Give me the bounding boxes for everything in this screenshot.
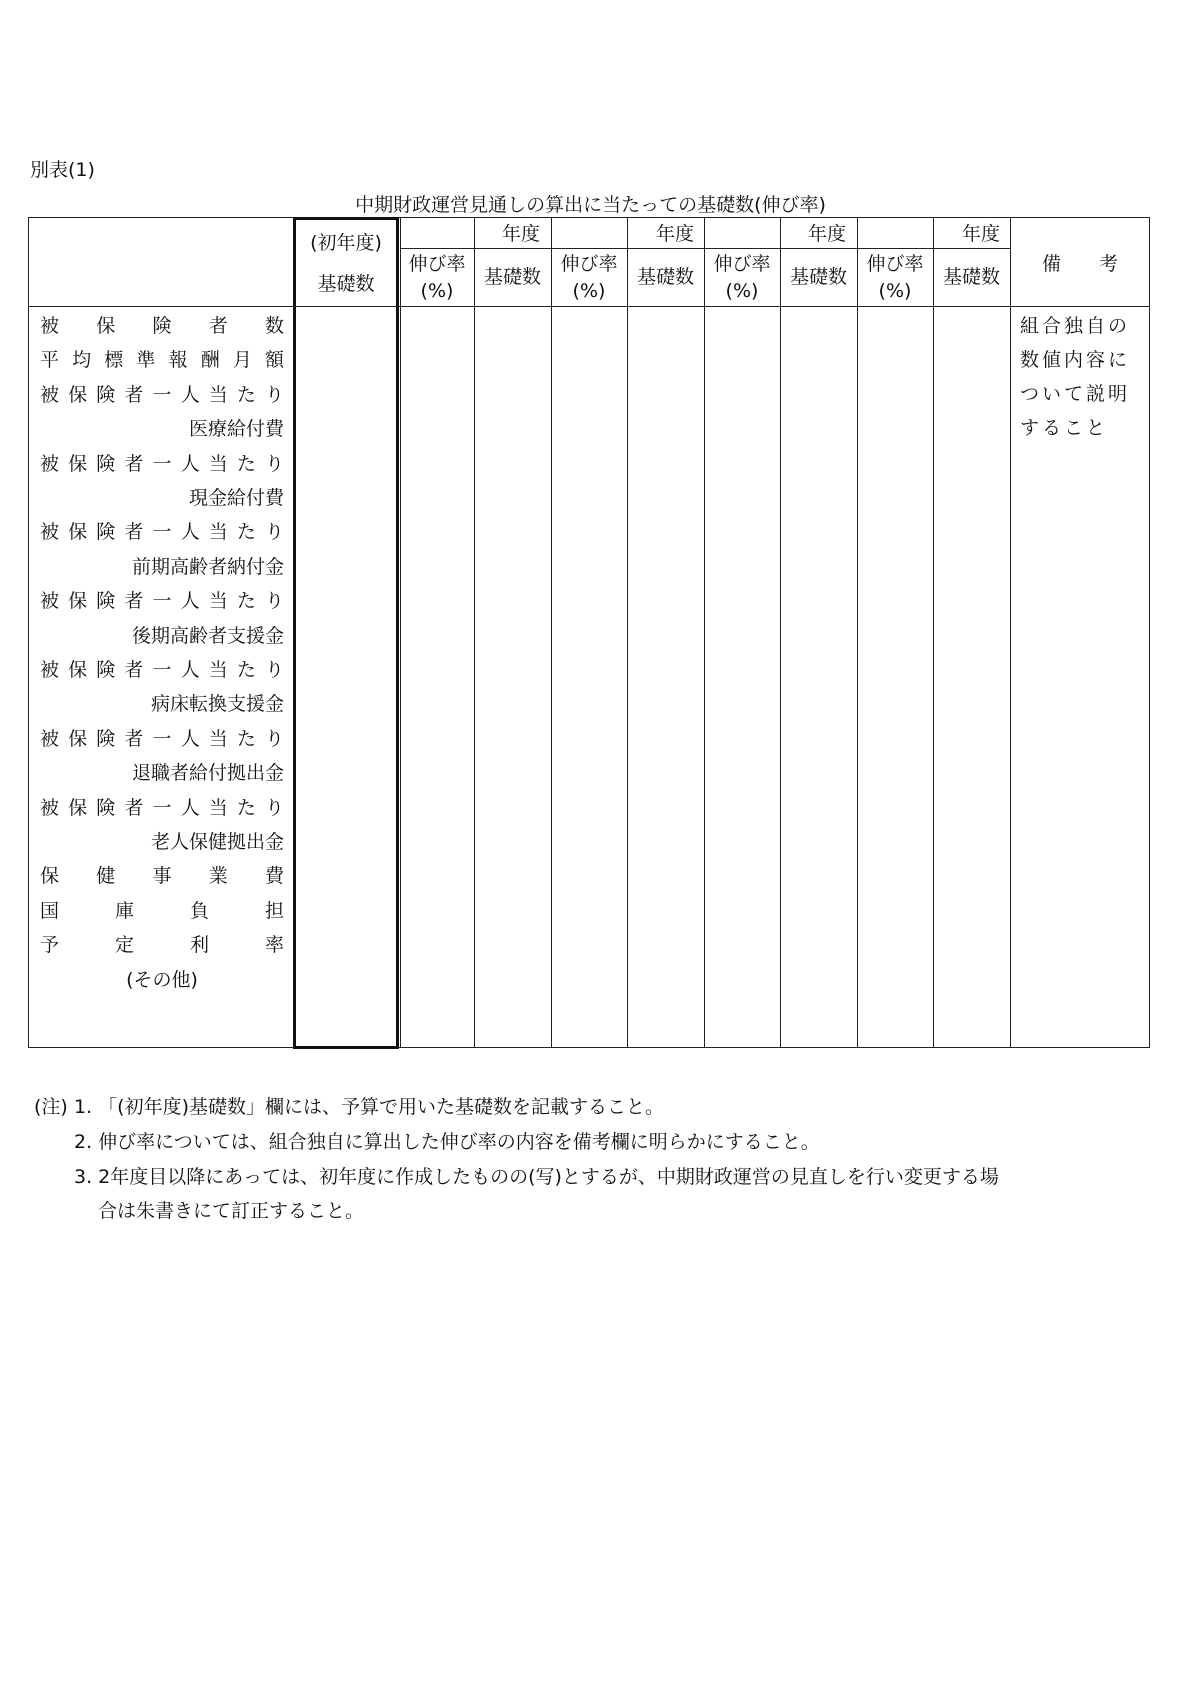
rate-header-line2: (%)	[725, 280, 759, 302]
table-divider	[933, 217, 934, 1048]
row-label: 現金給付費	[188, 487, 284, 509]
remarks-line: すること	[1020, 417, 1109, 439]
table-divider	[627, 217, 628, 1048]
row-label: (その他)	[126, 968, 198, 991]
notes-prefix: (注)	[34, 1096, 68, 1118]
remarks-line: 組合独自の	[1020, 315, 1131, 337]
table-divider	[780, 217, 781, 1048]
row-label: 後期高齢者支援金	[131, 624, 284, 647]
remarks-line: 数値内容に	[1020, 349, 1131, 371]
note-item: 2. 伸び率については、組合独自に算出した伸び率の内容を備考欄に明らかにすること。	[74, 1131, 820, 1153]
row-label: 退職者給付拠出金	[131, 762, 284, 785]
year-label: 年度	[501, 223, 540, 245]
row-label: 前期高齢者納付金	[131, 555, 284, 578]
row-label: 保健事業費	[40, 865, 284, 888]
table-divider	[551, 217, 552, 1048]
row-label: 予定利率	[40, 934, 284, 957]
document-title: 中期財政運営見通しの算出に当たっての基礎数(伸び率)	[355, 194, 826, 216]
base-header: 基礎数	[636, 266, 694, 288]
row-label: 被保険者一人当たり	[40, 521, 284, 544]
table-divider	[474, 217, 475, 1048]
year-label: 年度	[961, 223, 1000, 245]
table-divider	[400, 248, 1010, 249]
rate-header-line1: 伸び率	[560, 253, 618, 275]
rate-header-line1: 伸び率	[408, 253, 466, 275]
remarks-header: 備 考	[1041, 253, 1118, 275]
table-divider	[400, 217, 401, 1048]
row-label: 被保険者一人当たり	[40, 727, 284, 750]
first-year-header-line2: 基礎数	[317, 273, 375, 295]
table-divider	[704, 217, 705, 1048]
table-divider	[857, 217, 858, 1048]
row-label: 被保険者一人当たり	[40, 383, 284, 406]
row-label: 被保険者一人当たり	[40, 590, 284, 613]
table-divider	[28, 306, 1150, 307]
row-label: 国庫負担	[40, 899, 284, 922]
base-header: 基礎数	[483, 266, 541, 288]
rate-header-line2: (%)	[420, 280, 454, 302]
row-label: 被保険者一人当たり	[40, 659, 284, 681]
note-item: 合は朱書きにて訂正すること。	[98, 1200, 365, 1222]
row-label: 被保険者数	[40, 315, 284, 337]
note-item: 3. 2年度目以降にあっては、初年度に作成したものの(写)とするが、中期財政運営の見直しを行い変更する場	[74, 1166, 999, 1188]
base-header: 基礎数	[789, 266, 847, 288]
remarks-line: ついて説明	[1020, 383, 1131, 405]
year-label: 年度	[655, 223, 694, 245]
table-divider	[1010, 217, 1011, 1048]
row-label: 被保険者一人当たり	[40, 796, 284, 819]
first-year-header-line1: (初年度)	[310, 232, 382, 254]
first-year-column-highlight	[293, 217, 399, 1049]
base-header: 基礎数	[942, 266, 1000, 288]
row-label: 平均標準報酬月額	[40, 349, 284, 372]
row-label: 被保険者一人当たり	[40, 452, 284, 475]
document-label: 別表(1)	[30, 159, 95, 181]
row-label: 老人保健拠出金	[150, 831, 284, 853]
row-label: 医療給付費	[188, 418, 284, 441]
rate-header-line1: 伸び率	[713, 253, 771, 275]
row-label: 病床転換支援金	[150, 693, 284, 716]
rate-header-line2: (%)	[572, 280, 606, 302]
rate-header-line1: 伸び率	[866, 253, 924, 275]
year-label: 年度	[807, 223, 846, 245]
rate-header-line2: (%)	[878, 280, 912, 302]
note-item: 1. 「(初年度)基礎数」欄には、予算で用いた基礎数を記載すること。	[74, 1096, 664, 1118]
